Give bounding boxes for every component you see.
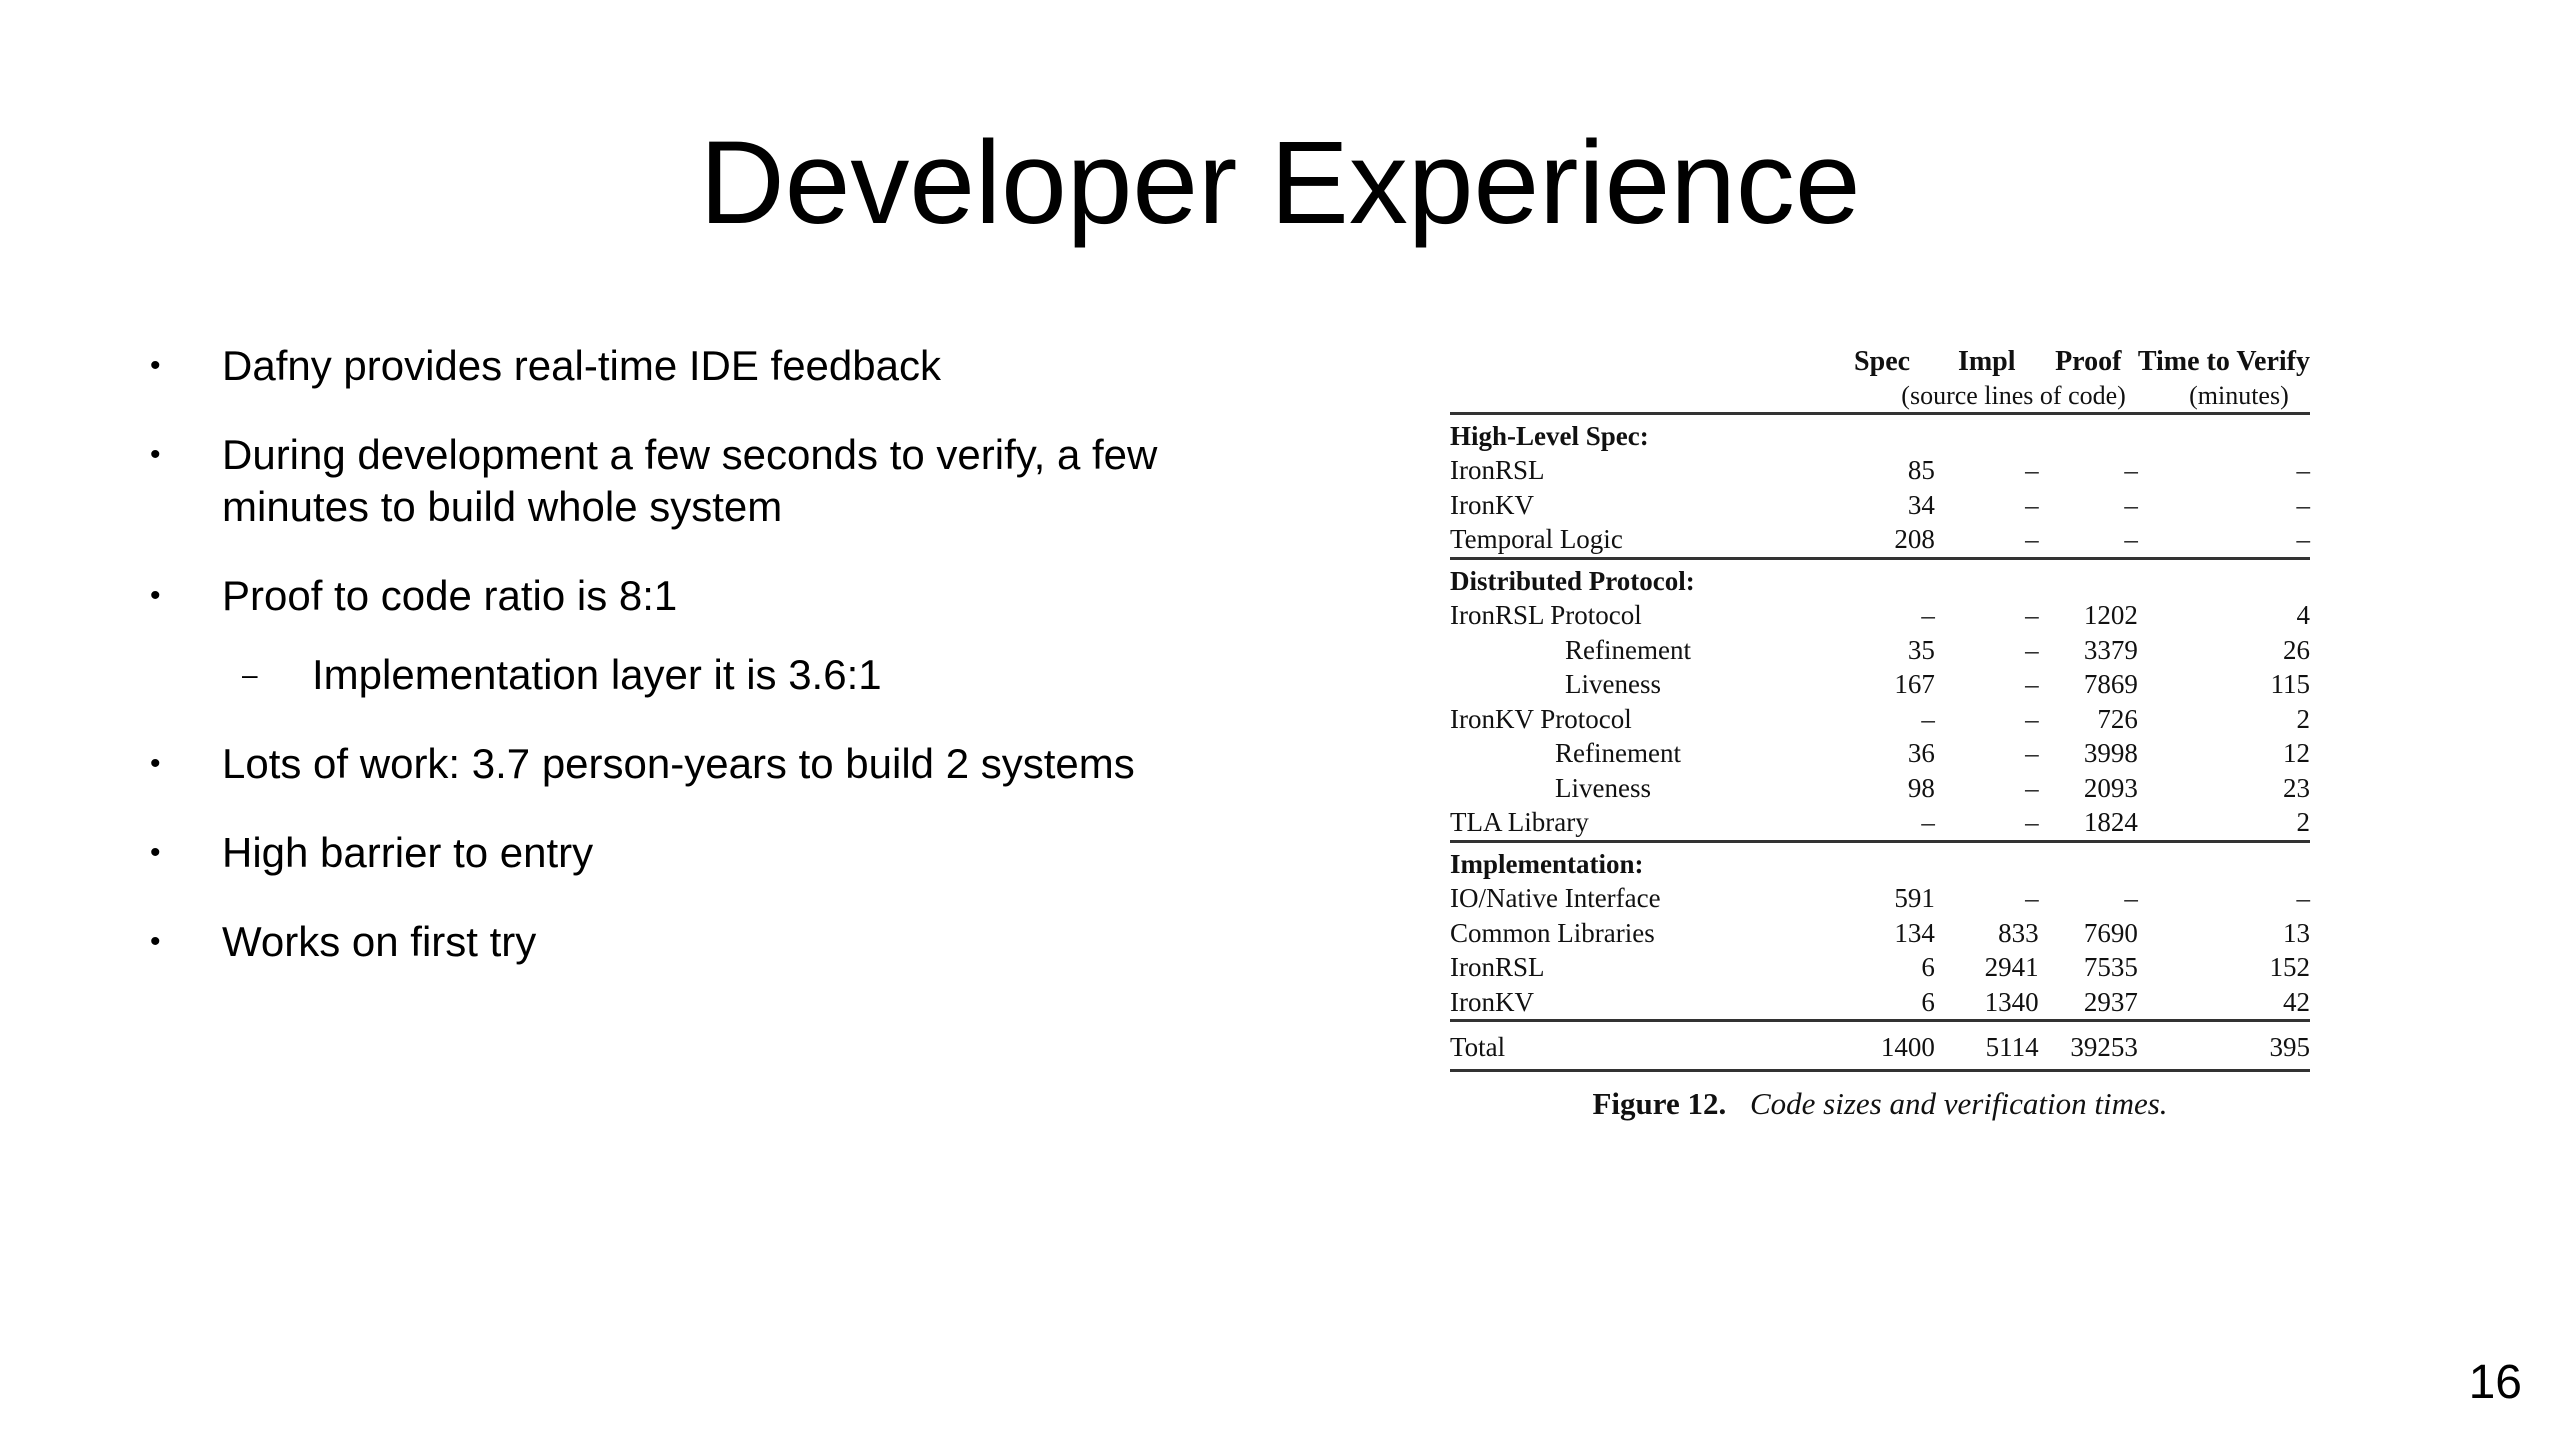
bullet-item (150, 570, 1350, 622)
table-row: IronRSL 6 2941 7535 152 (1450, 952, 2310, 982)
table-row: IronKV Protocol – – 726 2 (1450, 703, 2310, 734)
section-header: Implementation: (1450, 848, 1644, 879)
caption-label: Figure 12. (1592, 1085, 1727, 1121)
table-row: Temporal Logic 208 – – – (1450, 522, 2310, 558)
table-row: Refinement 35 – 3379 26 (1565, 634, 2310, 665)
bullet-text: Lots of work: 3.7 person-years to build 2 systems (222, 740, 1135, 787)
bullet-item (150, 916, 1350, 968)
figure-caption (1450, 1086, 2310, 1122)
sub-bullet-text: Implementation layer it is 3.6:1 (312, 651, 882, 698)
table-subheader-row (1450, 380, 2310, 414)
total-row: Total 1400 5114 39253 395 (1450, 1021, 2310, 1071)
header-proof: Proof (2055, 346, 2122, 377)
table-row: IronRSL 85 – – – (1450, 455, 2310, 485)
subheader-time: (minutes) (2138, 380, 2310, 414)
header-blank (1450, 345, 1829, 380)
bullet-text: Works on first try (222, 918, 537, 965)
bullet-item (150, 827, 1350, 879)
bullet-marker: • (150, 925, 161, 958)
table-row: Refinement 36 – 3998 12 (1555, 738, 2310, 768)
bullet-item (150, 429, 1350, 533)
bullet-marker: • (150, 579, 161, 612)
table-row: IO/Native Interface 591 – – – (1450, 883, 2310, 913)
bullet-text: High barrier to entry (222, 829, 594, 876)
code-size-figure (1450, 345, 2310, 1122)
bullet-item (150, 738, 1350, 790)
bullet-item (150, 340, 1350, 392)
section-header: Distributed Protocol: (1450, 565, 1695, 596)
header-time: Time to Verify (2137, 346, 2310, 377)
sub-bullet-marker: – (242, 659, 258, 690)
header-spec: Spec (1854, 346, 1911, 377)
table-header-row (1450, 345, 2310, 380)
bullet-text: Dafny provides real-time IDE feedback (222, 342, 941, 389)
header-impl: Impl (1957, 346, 2016, 377)
sub-bullet-item (150, 649, 1350, 701)
bullet-marker: • (150, 349, 161, 382)
table-row: Liveness 98 – 2093 23 (1555, 772, 2310, 803)
table-row: IronKV 34 – – – (1450, 489, 2310, 520)
table-row: Common Libraries 134 833 7690 13 (1450, 917, 2310, 948)
section-header: High-Level Spec: (1450, 420, 1649, 451)
bullet-text: Proof to code ratio is 8:1 (222, 572, 678, 619)
bullet-marker: • (150, 747, 161, 780)
page-number: 16 (2468, 1356, 2522, 1409)
table-row: TLA Library – – 1824 2 (1450, 805, 2310, 841)
bullet-marker: • (150, 438, 161, 471)
bullet-marker: • (150, 836, 161, 869)
table-row: Liveness 167 – 7869 115 (1565, 669, 2310, 699)
table-row: IronKV 6 1340 2937 42 (1450, 985, 2310, 1021)
slide-title: Developer Experience (699, 117, 1861, 249)
table-row: IronRSL Protocol – – 1202 4 (1450, 600, 2310, 630)
subheader-loc: (source lines of code) (1829, 380, 2138, 414)
bullet-list (150, 340, 1350, 1005)
code-size-table (1450, 345, 2310, 1072)
bullet-text: During development a few seconds to verify, a few minutes to build whole system (222, 431, 1158, 530)
caption-text: Code sizes and verification times. (1749, 1085, 2168, 1121)
